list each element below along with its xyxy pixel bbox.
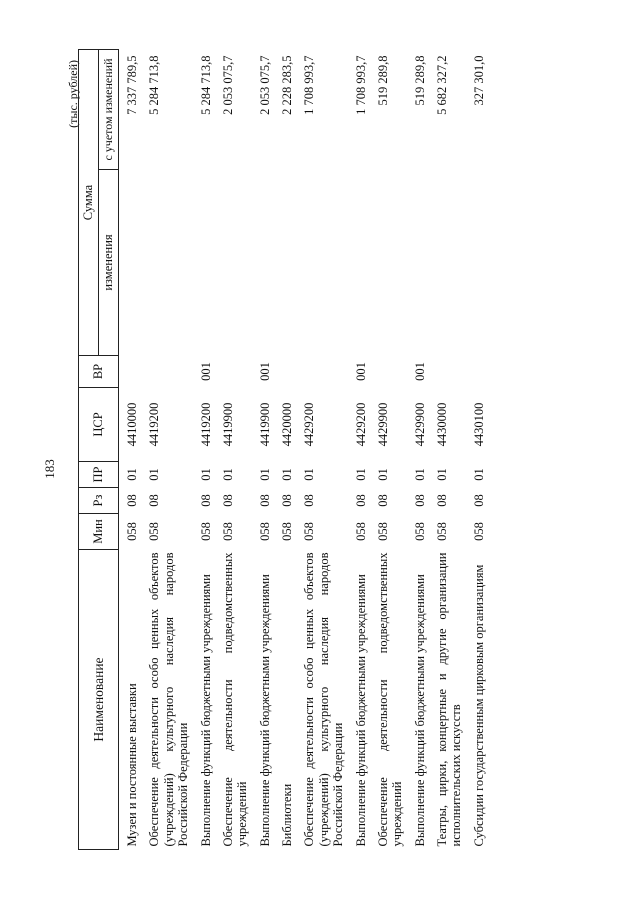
budget-table [78,49,490,850]
row-csr: 4429200 [353,402,368,447]
row-name: Театры, цирки, концертные и другие организации исполнительских искусств [435,552,464,847]
row-min: 058 [302,522,317,541]
table-row [468,50,490,850]
row-csr: 4430000 [435,402,449,447]
header-summa: Сумма [79,50,99,356]
row-pr: 01 [412,468,427,481]
row-total: 2 053 075,7 [220,55,235,115]
row-vr [119,356,144,388]
table-row [409,50,431,850]
row-rz: 08 [302,494,317,507]
units-label: (тыс. рублей) [66,60,80,128]
header-csr: ЦСР [79,388,119,462]
row-rz: 08 [198,494,213,507]
row-name: Обеспечение деятельности особо ценных объектов (учреждений) культурного наследия народов Российской Федерации [147,552,191,847]
row-pr: 01 [353,468,368,481]
row-total: 5 284 713,8 [198,55,213,115]
row-vr: 001 [353,362,368,381]
header-rz: Рз [79,488,119,514]
table-row [119,50,144,850]
row-pr: 01 [257,468,272,481]
row-change [119,170,144,356]
row-name: Обеспечение деятельности особо ценных объектов (учреждений) культурного наследия народов Российской Федерации [302,552,346,847]
row-csr: 4429200 [302,402,317,447]
row-change [350,170,372,356]
row-rz: 08 [125,494,139,507]
header-s-uchetom: с учетом изменений [99,50,119,170]
row-csr: 4419200 [147,402,162,447]
header-izmeneniya: изменения [99,170,119,356]
row-vr: 001 [412,362,427,381]
table-body [119,50,491,850]
row-csr: 4429900 [375,402,390,447]
header-min: Мин [79,514,119,550]
row-min: 058 [435,522,449,541]
row-total: 519 289,8 [375,55,390,106]
row-min: 058 [412,522,427,541]
row-total: 519 289,8 [412,55,427,106]
row-pr: 01 [198,468,213,481]
row-total: 327 301,0 [471,55,486,106]
row-vr: 001 [257,362,272,381]
row-pr: 01 [280,468,294,481]
row-min: 058 [280,522,294,541]
row-name: Выполнение функций бюджетными учреждениями [412,574,427,847]
row-min: 058 [471,522,486,541]
row-change [217,170,254,356]
table-row [195,50,217,850]
row-rz: 08 [412,494,427,507]
row-csr: 4430100 [471,402,486,447]
row-total: 2 053 075,7 [257,55,272,115]
row-rz: 08 [280,494,294,507]
row-name: Обеспечение деятельности подведомственных учреждений [375,552,405,847]
row-min: 058 [353,522,368,541]
row-min: 058 [125,522,139,541]
row-change [431,170,468,356]
table-row [143,50,194,850]
row-pr: 01 [125,468,139,481]
row-pr: 01 [220,468,235,481]
table-row [254,50,276,850]
row-pr: 01 [435,468,449,481]
row-total: 5 682 327,2 [435,55,449,115]
row-name: Библиотеки [280,783,294,847]
header-vr: ВР [79,356,119,388]
row-csr: 4419900 [220,402,235,447]
row-csr: 4420000 [280,402,294,447]
row-rz: 08 [435,494,449,507]
table-row [431,50,468,850]
row-name: Субсидии государственным цирковым организациям [471,564,486,847]
header-pr: ПР [79,462,119,488]
header-name: Наименование [79,550,119,850]
table-row [372,50,409,850]
row-pr: 01 [302,468,317,481]
row-rz: 08 [220,494,235,507]
row-vr [217,356,254,388]
table-row [350,50,372,850]
table-row [298,50,349,850]
row-change [468,170,490,356]
row-min: 058 [375,522,390,541]
row-vr [372,356,409,388]
row-total: 7 337 789,5 [125,55,139,115]
row-csr: 4419900 [257,402,272,447]
row-rz: 08 [375,494,390,507]
row-rz: 08 [471,494,486,507]
row-vr: 001 [198,362,213,381]
row-total: 1 708 993,7 [353,55,368,115]
row-pr: 01 [147,468,162,481]
row-name: Выполнение функций бюджетными учреждениями [353,574,368,847]
row-name: Обеспечение деятельности подведомственных учреждений [220,552,250,847]
row-vr [298,356,349,388]
table-row [217,50,254,850]
row-min: 058 [220,522,235,541]
row-total: 5 284 713,8 [147,55,162,115]
row-change [254,170,276,356]
row-name: Выполнение функций бюджетными учреждениями [198,574,213,847]
row-name: Выполнение функций бюджетными учреждениями [257,574,272,847]
table-header [79,50,119,850]
row-rz: 08 [147,494,162,507]
row-vr [468,356,490,388]
row-change [409,170,431,356]
row-min: 058 [147,522,162,541]
row-change [298,170,349,356]
row-csr: 4410000 [125,402,139,447]
row-vr [143,356,194,388]
row-total: 1 708 993,7 [302,55,317,115]
page-number: 183 [42,459,57,479]
row-vr [276,356,298,388]
row-rz: 08 [257,494,272,507]
row-change [372,170,409,356]
row-rz: 08 [353,494,368,507]
row-min: 058 [257,522,272,541]
row-change [276,170,298,356]
row-vr [431,356,468,388]
row-change [143,170,194,356]
row-pr: 01 [471,468,486,481]
row-pr: 01 [375,468,390,481]
row-change [195,170,217,356]
row-name: Музеи и постоянные выставки [125,683,139,847]
row-csr: 4419200 [198,402,213,447]
row-csr: 4429900 [412,402,427,447]
row-min: 058 [198,522,213,541]
table-row [276,50,298,850]
row-total: 2 228 283,5 [280,55,294,115]
